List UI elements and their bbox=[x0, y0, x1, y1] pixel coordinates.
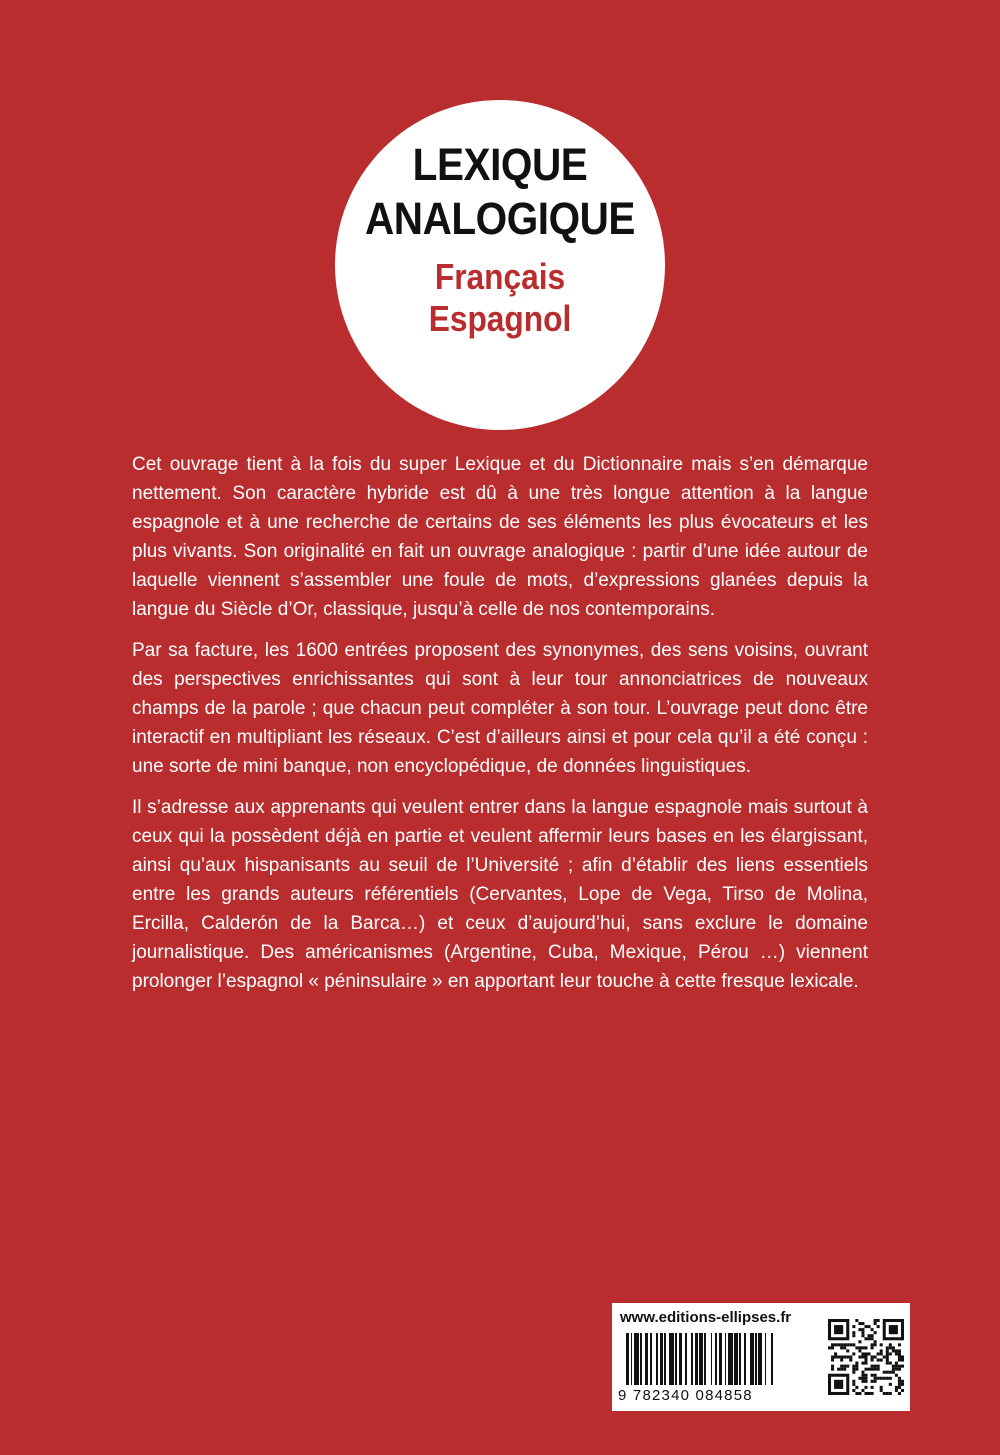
paragraph-1: Cet ouvrage tient à la fois du super Lexique et du Dictionnaire mais s’en démarque nettement. Son caractère hybride est dû à une très longue attention à la langue espagnole et à une recherche de certains de ses éléments les plus évocateurs et les plus vivants. Son originalité en fait un ouvrage analogique : partir d’une idée autour de laquelle viennent s’assembler une foule de mots, d’expressions glanées depuis la langue du Siècle d’Or, classique, jusqu’à celle de nos contemporains. bbox=[132, 454, 868, 620]
title-line-2: ANALOGIQUE bbox=[364, 193, 635, 244]
subtitle-line-1: Français bbox=[434, 256, 566, 297]
barcode-icon bbox=[626, 1333, 820, 1385]
subtitle-line-2: Espagnol bbox=[428, 298, 572, 339]
isbn-number: 9 782340 084858 bbox=[618, 1387, 753, 1404]
publisher-website[interactable]: www.editions-ellipses.fr bbox=[620, 1309, 792, 1326]
title-circle bbox=[335, 100, 665, 430]
paragraph-3: Il s’adresse aux apprenants qui veulent entrer dans la langue espagnole mais surtout à ceux qui la possèdent déjà en partie et veulent affermir leurs bases en les élargissant, ainsi qu’aux hispanisants au seuil de l’Université ; afin d’établir des liens essentiels entre les grands auteurs référentiels (Cervantes, Lope de Vega, Tirso de Molina, Ercilla, Calderón de la Barca…) et ceux d’aujourd’hui, sans exclure le domaine journalistique. Des américanismes (Argentine, Cuba, Mexique, Pérou …) viennent prolonger l’espagnol « péninsulaire » en apportant leur touche à cette fresque lexicale. bbox=[132, 797, 868, 992]
paragraph-2: Par sa facture, les 1600 entrées proposent des synonymes, des sens voisins, ouvrant des perspectives enrichissantes qui sont à leur tour annonciatrices de nouveaux champs de la parole ; que chacun peut compléter à son tour. L’ouvrage peut donc être interactif en multipliant les réseaux. C’est d’ailleurs ainsi et pour cela qu’il a été conçu : une sorte de mini banque, non encyclopédique, de données linguistiques. bbox=[132, 640, 868, 777]
qr-code-icon[interactable] bbox=[828, 1309, 904, 1405]
description bbox=[132, 450, 868, 1008]
barcode-box bbox=[612, 1303, 910, 1411]
title-line-1: LEXIQUE bbox=[412, 139, 588, 190]
